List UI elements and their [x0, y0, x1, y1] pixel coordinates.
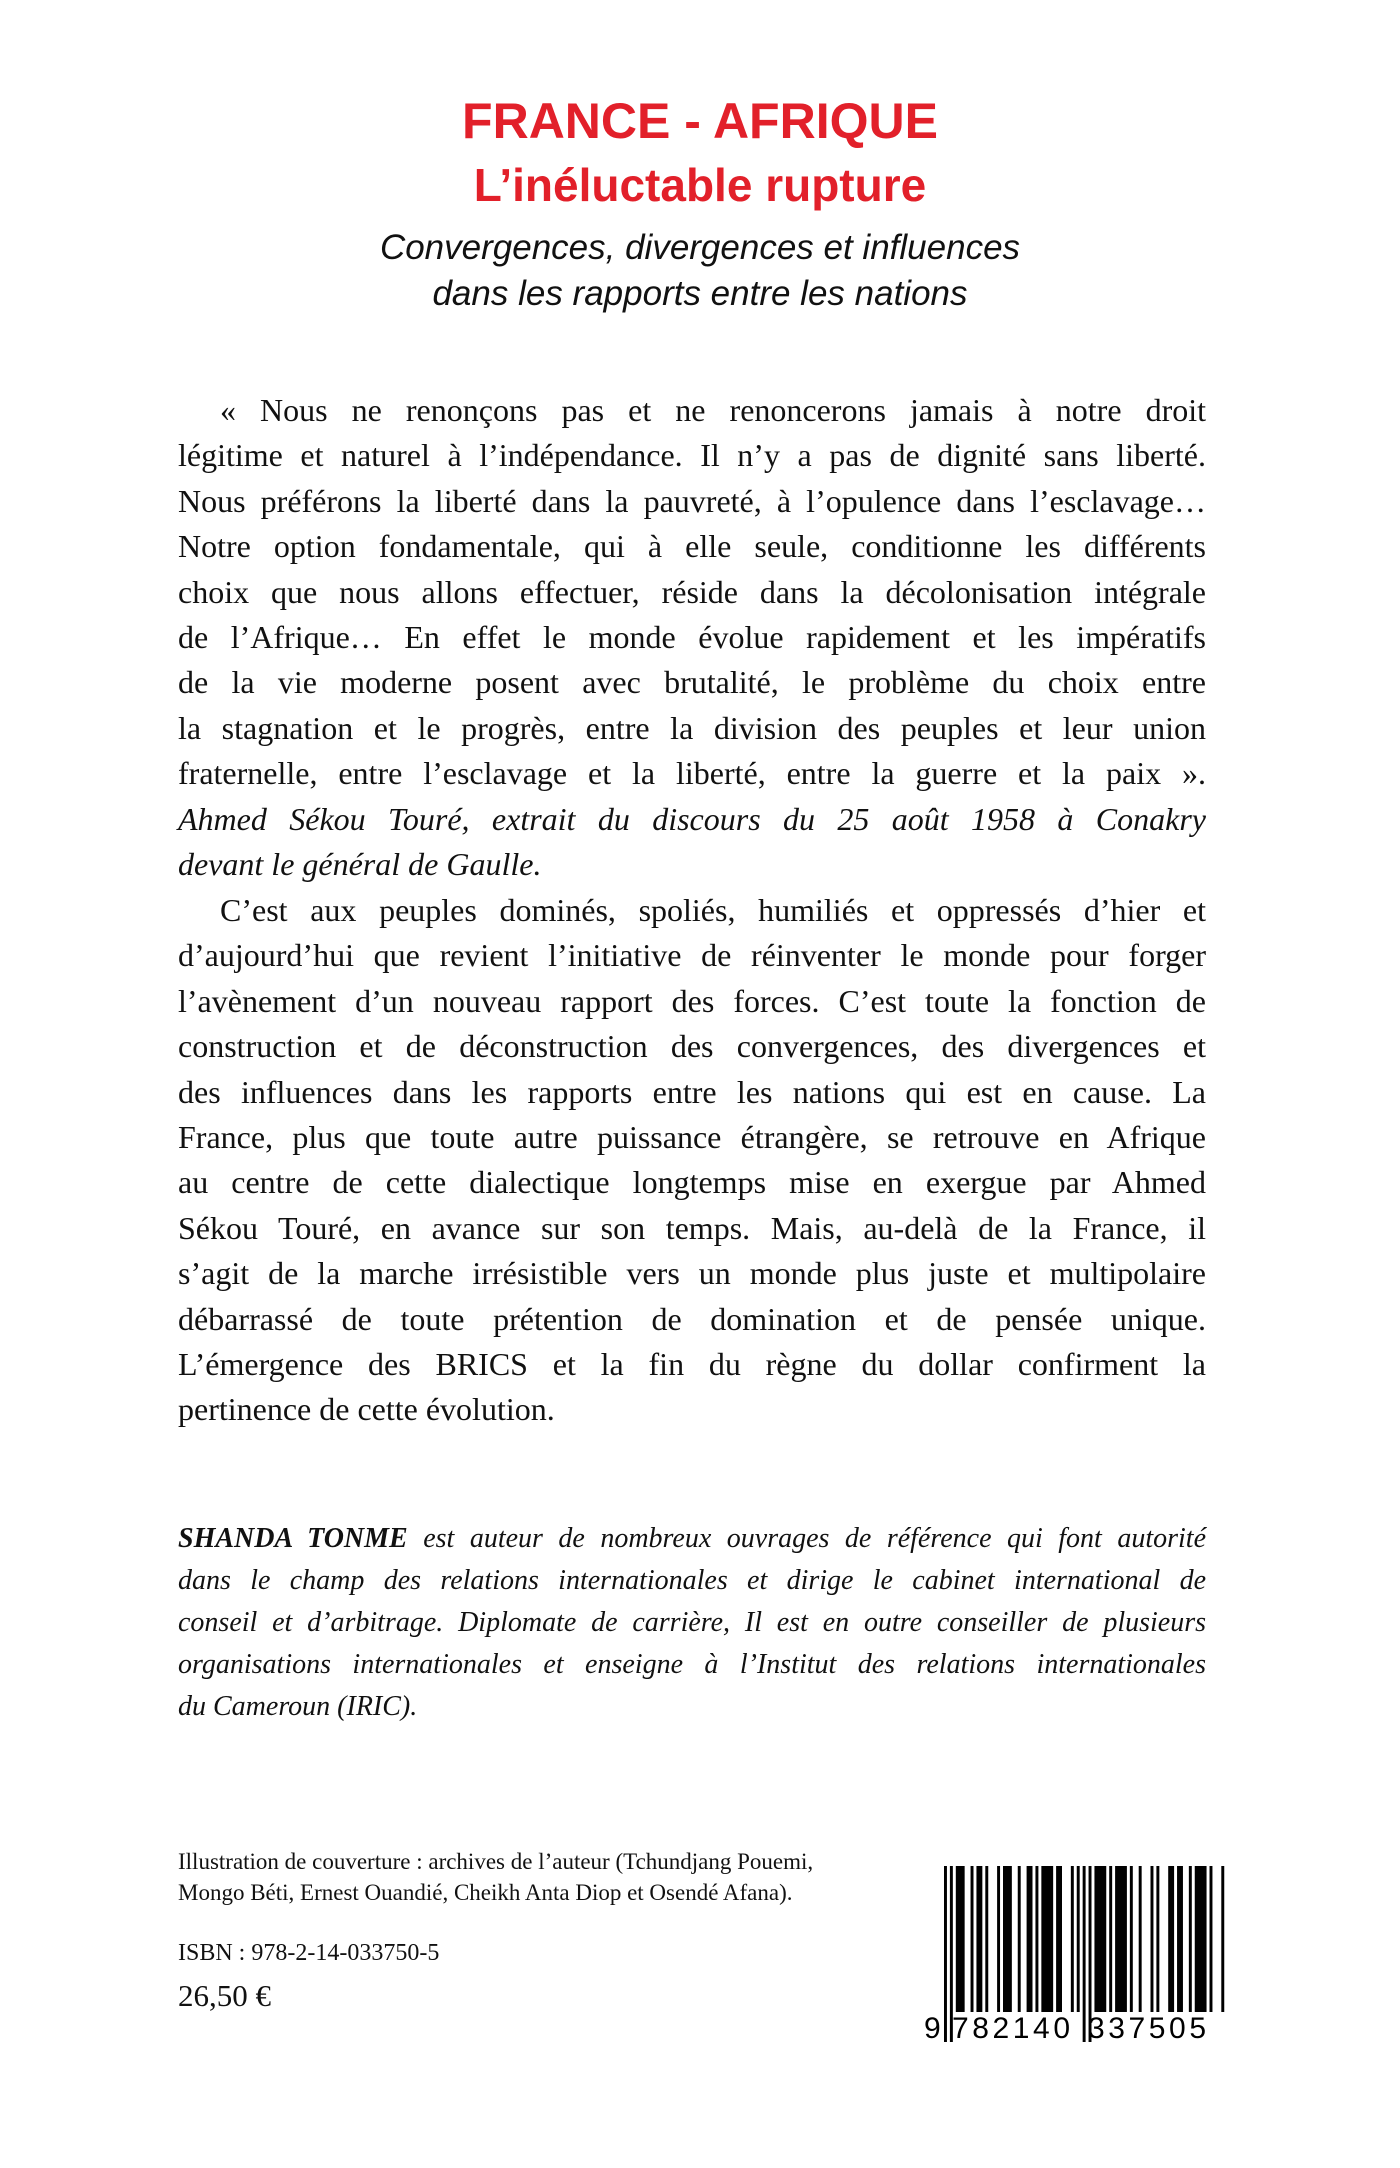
- barcode-bar: [985, 1866, 988, 2012]
- quote-line: fraternelle, entre l’esclavage et la liberté, entre la guerre et la paix ».: [178, 755, 1206, 792]
- barcode-bar: [1056, 1866, 1062, 2012]
- quote-line: « Nous ne renonçons pas et ne renoncerons jamais à notre droit: [220, 392, 1206, 428]
- author-bio-line: [178, 1518, 1206, 1560]
- quote-line: la stagnation et le progrès, entre la division des peuples et leur union: [178, 709, 1206, 746]
- paragraph-line: C’est aux peuples dominés, spoliés, humiliés et oppressés d’hier et: [220, 892, 1206, 928]
- paragraph-line: au centre de cette dialectique longtemps mise en exergue par Ahmed: [178, 1164, 1206, 1201]
- author-bio: [178, 1518, 1206, 1728]
- barcode-bar: [1083, 1866, 1086, 2042]
- barcode-bar: [1115, 1866, 1127, 2012]
- barcode-bar: [1151, 1866, 1154, 2012]
- barcode-bar: [1018, 1866, 1021, 2012]
- barcode-bar: [1094, 1866, 1106, 2012]
- barcode-bar: [1130, 1866, 1133, 2012]
- barcode-bar: [1041, 1866, 1053, 2012]
- quote-line: de la vie moderne posent avec brutalité, le problème du choix entre: [178, 664, 1206, 701]
- barcode: [922, 1866, 1228, 2042]
- barcode-bar: [1109, 1866, 1112, 2012]
- barcode-bar: [1156, 1866, 1159, 2012]
- quote-block: [178, 388, 1206, 887]
- book-subtitle: L’inéluctable rupture: [473, 159, 927, 211]
- author-name: SHANDA TONME: [178, 1523, 408, 1554]
- barcode-bar: [1035, 1866, 1038, 2012]
- paragraph-line: s’agit de la marche irrésistible vers un monde plus juste et multipolaire: [178, 1255, 1206, 1292]
- credit-line: Mongo Béti, Ernest Ouandié, Cheikh Anta Diop et Osendé Afana).: [178, 1880, 793, 1905]
- book-title: FRANCE - AFRIQUE: [462, 93, 938, 149]
- barcode-bar: [976, 1866, 982, 2012]
- quote-line: de l’Afrique… En effet le monde évolue rapidement et les impératifs: [178, 618, 1206, 655]
- author-bio-line: dans le champ des relations internationales et dirige le cabinet international de: [178, 1565, 1206, 1596]
- paragraph-line: débarrassé de toute prétention de domination et de pensée unique.: [178, 1300, 1206, 1337]
- barcode-bar: [997, 1866, 1000, 2012]
- barcode-bar: [1177, 1866, 1183, 2012]
- quote-line: choix que nous allons effectuer, réside dans la décolonisation intégrale: [178, 573, 1206, 610]
- barcode-bar: [1003, 1866, 1012, 2012]
- paragraph-line: construction et de déconstruction des convergences, des divergences et: [178, 1028, 1206, 1065]
- credit-line: Illustration de couverture : archives de l’auteur (Tchundjang Pouemi,: [178, 1849, 814, 1874]
- barcode-bar: [1071, 1866, 1074, 2012]
- barcode-bar: [1168, 1866, 1174, 2012]
- quote-line: Notre option fondamentale, qui à elle seule, conditionne les différents: [178, 528, 1206, 565]
- barcode-bar: [1221, 1866, 1224, 2012]
- barcode-digits-left: 782140: [952, 2012, 1070, 2042]
- tagline-line: dans les rapports entre les nations: [432, 274, 968, 313]
- quote-attribution: Ahmed Sékou Touré, extrait du discours du 25 août 1958 à Conakry: [178, 800, 1206, 837]
- barcode-bar: [971, 1866, 974, 2012]
- paragraph-line: d’aujourd’hui que revient l’initiative de réinventer le monde pour forger: [178, 937, 1206, 974]
- paragraph-line: Sékou Touré, en avance sur son temps. Mais, au-delà de la France, il: [178, 1209, 1206, 1246]
- barcode-bar: [956, 1866, 965, 2012]
- barcode-bar: [944, 1866, 947, 2042]
- author-bio-line: du Cameroun (IRIC).: [178, 1691, 418, 1722]
- paragraph-line: l’avènement d’un nouveau rapport des forces. C’est toute la fonction de: [178, 982, 1206, 1019]
- illustration-credit: [178, 1846, 813, 1908]
- barcode-digit-first: 9: [924, 2012, 941, 2042]
- barcode-bar: [1210, 1866, 1213, 2012]
- paragraph-line: L’émergence des BRICS et la fin du règne du dollar confirment la: [178, 1345, 1206, 1382]
- author-bio-line: organisations internationales et enseigne à l’Institut des relations internationales: [178, 1649, 1206, 1680]
- isbn: ISBN : 978-2-14-033750-5: [178, 1940, 440, 1966]
- price: 26,50 €: [178, 1978, 271, 2013]
- barcode-bar: [1077, 1866, 1080, 2012]
- barcode-bar: [1195, 1866, 1207, 2012]
- barcode-bar: [1027, 1866, 1033, 2012]
- barcode-digits-right: 337505: [1088, 2012, 1206, 2042]
- paragraph-line: pertinence de cette évolution.: [178, 1391, 555, 1428]
- description-paragraph: [178, 888, 1206, 1433]
- paragraph-line: France, plus que toute autre puissance étrangère, se retrouve en Afrique: [178, 1118, 1206, 1155]
- tagline-line: Convergences, divergences et influences: [379, 228, 1021, 267]
- quote-line: légitime et naturel à l’indépendance. Il n’y a pas de dignité sans liberté.: [178, 437, 1206, 474]
- barcode-bar: [1189, 1866, 1192, 2012]
- quote-attribution: devant le général de Gaulle.: [178, 845, 542, 882]
- author-bio-text: est auteur de nombreux ouvrages de référence qui font autorité: [407, 1523, 1206, 1554]
- barcode-bar: [1139, 1866, 1142, 2012]
- paragraph-line: des influences dans les rapports entre les nations qui est en cause. La: [178, 1073, 1206, 1110]
- quote-line: Nous préférons la liberté dans la pauvreté, à l’opulence dans l’esclavage…: [178, 482, 1206, 519]
- author-bio-line: conseil et d’arbitrage. Diplomate de carrière, Il est en outre conseiller de plusieurs: [178, 1607, 1206, 1638]
